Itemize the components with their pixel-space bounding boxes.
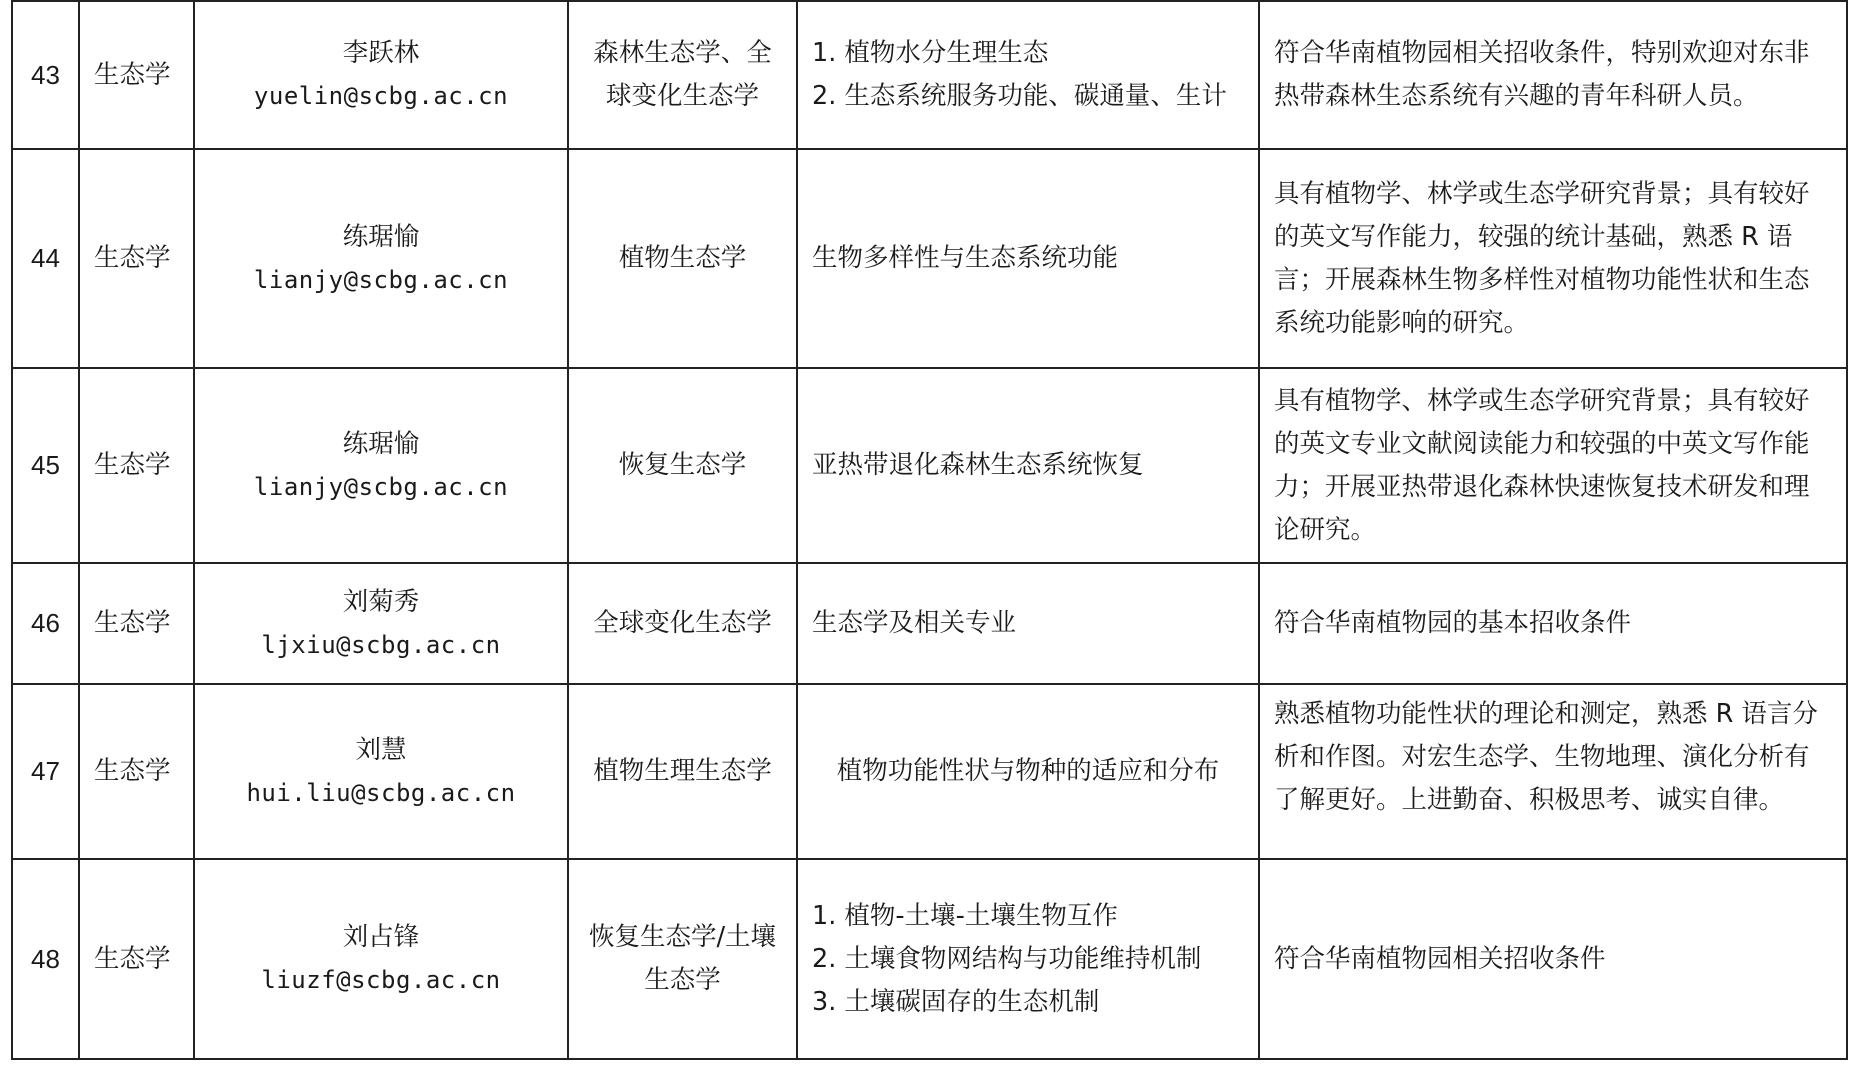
discipline-cell: 生态学 [79, 149, 194, 368]
discipline-cell: 生态学 [79, 684, 194, 859]
supervisor-table [11, 0, 1848, 1060]
tutor-name: 练琚愉 [342, 428, 420, 459]
research-topic-cell [797, 149, 1259, 368]
research-direction: 植物生理生态学 [568, 684, 797, 859]
requirements-text: 熟悉植物功能性状的理论和测定，熟悉 R 语言分析和作图。对宏生态学、生物地理、演化分析有了解更好。上进勤奋、积极思考、诚实自律。 [1274, 699, 1818, 815]
research-topic-item: 2. 生态系统服务功能、碳通量、生计 [812, 81, 1227, 111]
research-direction: 恢复生态学/土壤生态学 [568, 859, 797, 1059]
research-topic-item: 3. 土壤碳固存的生态机制 [812, 986, 1100, 1017]
requirements-cell: 符合华南植物园相关招收条件，特别欢迎对东非热带森林生态系统有兴趣的青年科研人员。 [1259, 1, 1847, 149]
research-direction: 恢复生态学 [568, 368, 797, 563]
tutor-cell [194, 859, 568, 1059]
tutor-name: 刘慧 [355, 734, 407, 765]
research-direction: 全球变化生态学 [568, 563, 797, 684]
tutor-cell [194, 563, 568, 684]
tutor-email: lianjy@scbg.ac.cn [253, 265, 509, 294]
discipline-cell: 生态学 [79, 563, 194, 684]
table-row [12, 1, 1847, 149]
research-topic-item: 1. 植物水分生理生态 [812, 38, 1049, 68]
row-number: 47 [12, 684, 79, 859]
table-row [12, 563, 1847, 684]
research-topic-item: 2. 土壤食物网结构与功能维持机制 [812, 943, 1202, 974]
tutor-name: 练琚愉 [342, 221, 420, 252]
table-row [12, 859, 1847, 1059]
research-topic-item: 生物多样性与生态系统功能 [812, 243, 1119, 273]
research-direction: 森林生态学、全球变化生态学 [568, 1, 797, 149]
tutor-email: hui.liu@scbg.ac.cn [246, 778, 516, 807]
research-topic-cell [797, 684, 1259, 859]
requirements-cell: 符合华南植物园的基本招收条件 [1259, 563, 1847, 684]
tutor-email: ljxiu@scbg.ac.cn [261, 630, 501, 659]
requirements-cell: 符合华南植物园相关招收条件 [1259, 859, 1847, 1059]
table-row [12, 368, 1847, 563]
research-topic-cell [797, 859, 1259, 1059]
table-row [12, 684, 1847, 859]
tutor-cell [194, 368, 568, 563]
research-topic-cell [797, 1, 1259, 149]
tutor-cell [194, 1, 568, 149]
research-topic-item: 亚热带退化森林生态系统恢复 [812, 450, 1144, 480]
discipline-cell: 生态学 [79, 368, 194, 563]
requirements-cell: 具有植物学、林学或生态学研究背景；具有较好的英文专业文献阅读能力和较强的中英文写作能力；开展亚热带退化森林快速恢复技术研发和理论研究。 [1259, 368, 1847, 563]
research-topic-item: 植物功能性状与物种的适应和分布 [836, 756, 1220, 786]
row-number: 43 [12, 1, 79, 149]
tutor-email: lianjy@scbg.ac.cn [253, 472, 509, 501]
tutor-cell [194, 149, 568, 368]
requirements-cell [1259, 684, 1847, 859]
tutor-email: yuelin@scbg.ac.cn [253, 82, 509, 110]
row-number: 48 [12, 859, 79, 1059]
research-topic-item: 1. 植物-土壤-土壤生物互作 [812, 900, 1118, 931]
research-topic-cell [797, 563, 1259, 684]
research-topic-cell [797, 368, 1259, 563]
research-topic-item: 生态学及相关专业 [812, 608, 1017, 638]
table-row [12, 149, 1847, 368]
requirements-cell: 具有植物学、林学或生态学研究背景；具有较好的英文写作能力，较强的统计基础，熟悉 R 语言；开展森林生物多样性对植物功能性状和生态系统功能影响的研究。 [1259, 149, 1847, 368]
tutor-name: 刘占锋 [342, 922, 420, 952]
research-direction: 植物生态学 [568, 149, 797, 368]
tutor-cell [194, 684, 568, 859]
tutor-name: 李跃林 [342, 38, 420, 68]
discipline-cell: 生态学 [79, 1, 194, 149]
row-number: 45 [12, 368, 79, 563]
tutor-email: liuzf@scbg.ac.cn [261, 966, 501, 994]
tutor-name: 刘菊秀 [342, 586, 420, 617]
discipline-cell: 生态学 [79, 859, 194, 1059]
row-number: 46 [12, 563, 79, 684]
row-number: 44 [12, 149, 79, 368]
